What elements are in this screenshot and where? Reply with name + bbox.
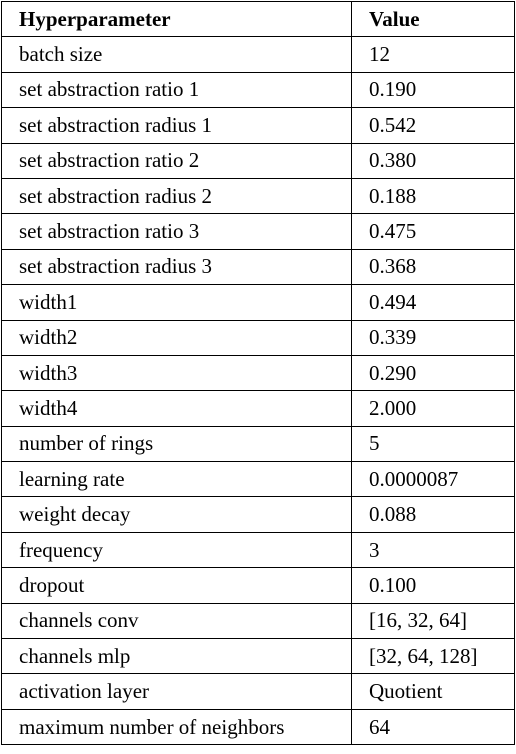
table-row	[2, 249, 515, 284]
param-name-cell: set abstraction ratio 1	[2, 72, 352, 107]
param-value-cell: 0.494	[352, 285, 515, 320]
hyperparameter-table	[1, 1, 515, 745]
param-value-cell: 64	[352, 709, 515, 744]
table-row	[2, 426, 515, 461]
table-row	[2, 532, 515, 567]
table-row	[2, 37, 515, 72]
table-row	[2, 391, 515, 426]
param-name-cell: set abstraction ratio 2	[2, 143, 352, 178]
param-name-cell: channels mlp	[2, 639, 352, 674]
param-value-cell: [32, 64, 128]	[352, 639, 515, 674]
param-value-cell: 0.475	[352, 214, 515, 249]
header-value: Value	[352, 2, 515, 37]
param-name-cell: learning rate	[2, 462, 352, 497]
table-row	[2, 568, 515, 603]
param-value-cell: 0.190	[352, 72, 515, 107]
table-header	[2, 2, 515, 37]
param-value-cell: 5	[352, 426, 515, 461]
header-hyperparameter: Hyperparameter	[2, 2, 352, 37]
table-row	[2, 285, 515, 320]
param-name-cell: number of rings	[2, 426, 352, 461]
table-row	[2, 143, 515, 178]
table-row	[2, 214, 515, 249]
param-name-cell: set abstraction radius 3	[2, 249, 352, 284]
param-value-cell: 0.542	[352, 108, 515, 143]
table-row	[2, 497, 515, 532]
param-value-cell: 0.100	[352, 568, 515, 603]
param-name-cell: maximum number of neighbors	[2, 709, 352, 744]
param-value-cell: 2.000	[352, 391, 515, 426]
table-row	[2, 603, 515, 638]
param-value-cell: 12	[352, 37, 515, 72]
param-value-cell: 0.339	[352, 320, 515, 355]
table-row	[2, 178, 515, 213]
table-row	[2, 462, 515, 497]
param-name-cell: width3	[2, 355, 352, 390]
param-value-cell: 3	[352, 532, 515, 567]
param-name-cell: activation layer	[2, 674, 352, 709]
param-value-cell: 0.188	[352, 178, 515, 213]
param-name-cell: width2	[2, 320, 352, 355]
param-name-cell: frequency	[2, 532, 352, 567]
table-row	[2, 108, 515, 143]
param-value-cell: 0.088	[352, 497, 515, 532]
header-row	[2, 2, 515, 37]
param-name-cell: width1	[2, 285, 352, 320]
param-name-cell: set abstraction radius 2	[2, 178, 352, 213]
table-row	[2, 320, 515, 355]
table-row	[2, 72, 515, 107]
table-row	[2, 355, 515, 390]
table-row	[2, 709, 515, 744]
table-body	[2, 37, 515, 745]
param-name-cell: channels conv	[2, 603, 352, 638]
param-value-cell: 0.368	[352, 249, 515, 284]
param-value-cell: 0.0000087	[352, 462, 515, 497]
param-value-cell: Quotient	[352, 674, 515, 709]
param-name-cell: weight decay	[2, 497, 352, 532]
table-row	[2, 674, 515, 709]
param-name-cell: width4	[2, 391, 352, 426]
param-name-cell: dropout	[2, 568, 352, 603]
param-name-cell: batch size	[2, 37, 352, 72]
param-value-cell: [16, 32, 64]	[352, 603, 515, 638]
param-value-cell: 0.380	[352, 143, 515, 178]
param-name-cell: set abstraction ratio 3	[2, 214, 352, 249]
table-row	[2, 639, 515, 674]
param-name-cell: set abstraction radius 1	[2, 108, 352, 143]
param-value-cell: 0.290	[352, 355, 515, 390]
